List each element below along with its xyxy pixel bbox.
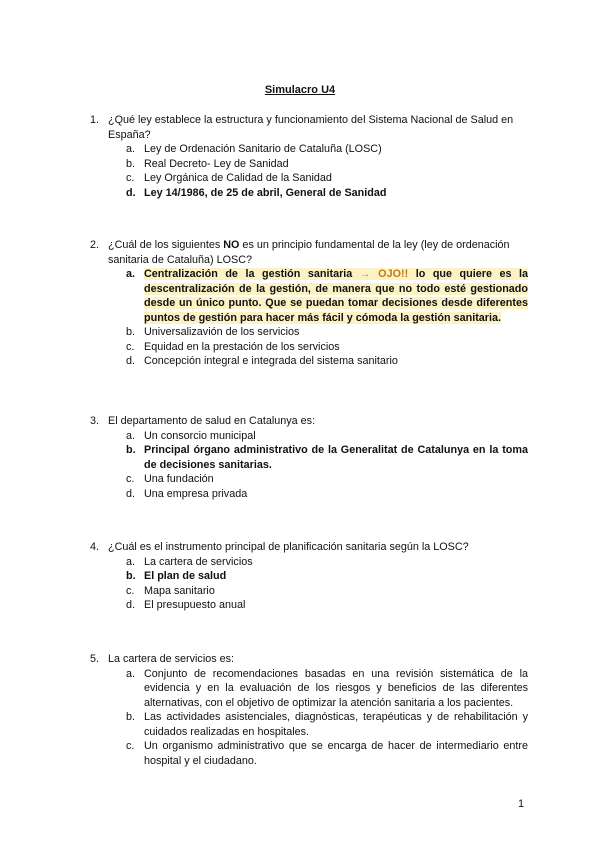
option-b-correct: b. Principal órgano administrativo de la Generalitat de Catalunya en la toma de decisiones sanitarias. [126,444,528,471]
question-number: 2. [90,239,100,251]
option-list [90,555,528,613]
question-text: ¿Cuál es el instrumento principal de planificación sanitaria según la LOSC? [108,541,469,553]
question-number: 3. [90,415,100,427]
option-a: a. Ley de Ordenación Sanitario de Cataluña (LOSC) [126,143,382,155]
option-list [90,667,528,769]
option-a-correct: a. Centralización de la gestión sanitaria → OJO!! lo que quiere es la descentralización de la gestión, de manera que no todo esté gestionado desde un único punto. Que se puedan tomar decisiones desde diferentes puntos de gestión para hacer más fácil y cómoda la gestión sanitaria. [126,268,529,324]
question-3 [90,414,528,501]
option-c: c. Una fundación [126,473,214,485]
option-a: a. Conjunto de recomendaciones basadas en una revisión sistemática de la evidencia y en la evaluación de los riesgos y beneficios de las diferentes alternativas, con el objetivo de optimizar la atención sanitaria a los pacientes. [126,667,528,709]
option-d: d. El presupuesto anual [126,599,246,611]
page-number: 1 [518,798,525,810]
option-b: b. Universalizavión de los servicios [126,326,300,338]
option-b: b. Las actividades asistenciales, diagnósticas, terapéuticas y de rehabilitación y cuidados realizadas en hospitales. [126,711,528,738]
emphasis-no: NO [223,239,240,251]
highlighted-answer: Centralización de la gestión sanitaria → OJO!! lo que quiere es la descentralización de la gestión, de manera que no todo esté gestionado desde un único punto. Que se puedan tomar decisiones desde diferentes puntos de gestión para hacer más fácil y cómoda la gestión sanitaria. [144,268,529,324]
arrow-icon: → [359,268,371,280]
question-text: ¿Qué ley establece la estructura y funcionamiento del Sistema Nacional de Salud en España? [108,114,514,141]
question-number: 1. [90,114,100,126]
option-a: a. La cartera de servicios [126,555,253,568]
question-number: 4. [90,541,100,553]
question-number: 5. [90,653,100,665]
option-c: c. Un organismo administrativo que se encarga de hacer de intermediario entre hospital y el ciudadano. [126,740,528,767]
option-list [90,429,528,502]
warning-note: OJO!! [378,268,409,280]
question-text: La cartera de servicios es: [108,653,235,665]
option-b: b. Real Decreto- Ley de Sanidad [126,157,289,170]
option-a: a. Un consorcio municipal [126,429,256,442]
question-text: El departamento de salud en Catalunya es: [108,415,316,427]
option-d: d. Una empresa privada [126,487,248,500]
question-4 [90,540,528,613]
page-title: Simulacro U4 [264,84,336,96]
option-list [90,142,528,200]
option-c: c. Ley Orgánica de Calidad de la Sanidad [126,172,332,184]
question-2 [90,238,528,369]
question-1 [90,113,528,200]
option-list [90,267,528,369]
option-c: c. Equidad en la prestación de los servicios [126,340,340,353]
option-d-correct: d. Ley 14/1986, de 25 de abril, General de Sanidad [126,186,387,199]
option-b-correct: b. El plan de salud [126,570,227,582]
question-5 [90,652,528,768]
option-d: d. Concepción integral e integrada del sistema sanitario [126,355,398,367]
question-text: ¿Cuál de los siguientes NO es un principio fundamental de la ley (ley de ordenación sanitaria de Cataluña) LOSC? [108,239,510,266]
option-c: c. Mapa sanitario [126,584,215,597]
